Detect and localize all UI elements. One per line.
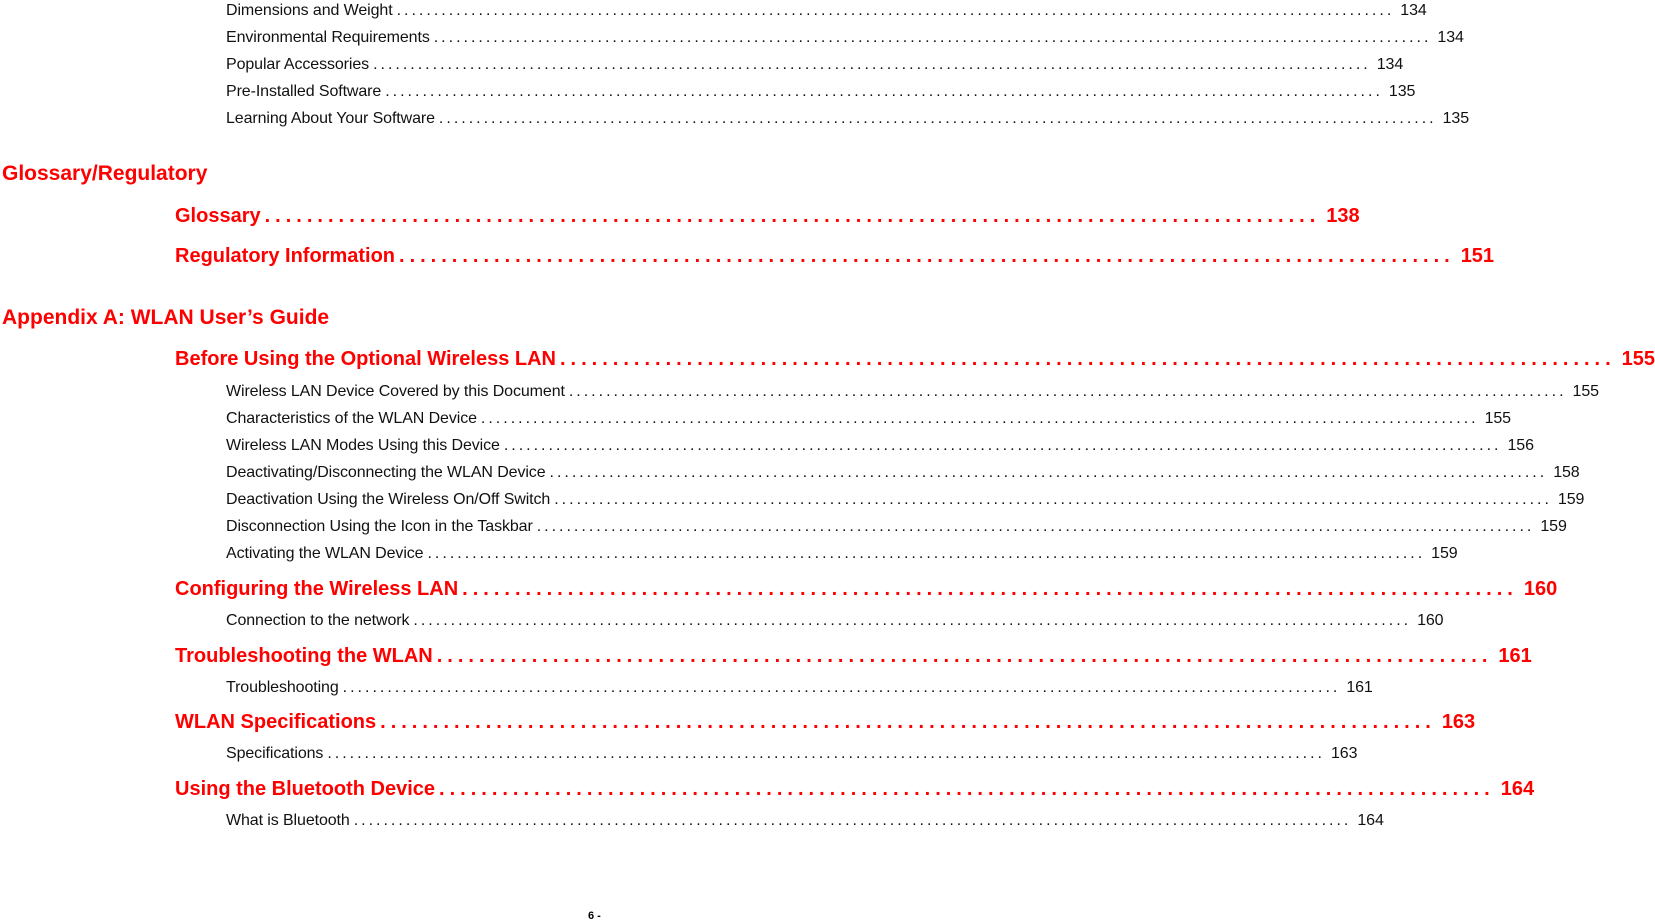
toc-chapter-title: Troubleshooting the WLAN [175, 645, 433, 667]
toc-chapter[interactable] [175, 205, 1360, 228]
toc-entry-page: 155 [1572, 383, 1599, 400]
leader-dots: ...................................................................................................................................... [373, 56, 1371, 73]
toc-entry-page: 155 [1484, 410, 1511, 427]
toc-chapter[interactable] [175, 245, 1495, 268]
toc-entry-title: Dimensions and Weight [226, 2, 393, 19]
toc-entry[interactable] [226, 56, 1404, 74]
leader-dots: ...................................................................................................................................... [433, 29, 1432, 46]
toc-chapter-title: Before Using the Optional Wireless LAN [175, 348, 556, 370]
toc-entry[interactable] [226, 110, 1469, 128]
toc-entry-title: Environmental Requirements [226, 29, 430, 46]
toc-entry-page: 158 [1553, 464, 1580, 481]
leader-dots: .................................................................................................... [436, 645, 1493, 667]
leader-dots: ...................................................................................................................................... [480, 410, 1479, 427]
toc-entry-title: Troubleshooting [226, 679, 339, 696]
leader-dots: ...................................................................................................................................... [554, 491, 1552, 508]
toc-entry-page: 135 [1442, 110, 1469, 127]
leader-dots: ...................................................................................................................................... [385, 83, 1383, 100]
toc-entry-page: 156 [1507, 437, 1534, 454]
toc-chapter[interactable] [175, 348, 1655, 371]
leader-dots: .................................................................................................... [462, 578, 1518, 600]
toc-entry[interactable] [226, 491, 1585, 509]
toc-entry[interactable] [226, 437, 1534, 455]
toc-entry-title: Specifications [226, 745, 324, 762]
leader-dots: ...................................................................................................................................... [549, 464, 1548, 481]
toc-entry-title: Activating the WLAN Device [226, 545, 424, 562]
leader-dots: ...................................................................................................................................... [353, 812, 1352, 829]
toc-entry-title: Pre-Installed Software [226, 83, 382, 100]
section-heading-glossary: Glossary/Regulatory [2, 162, 208, 185]
toc-entry-title: Deactivating/Disconnecting the WLAN Device [226, 464, 546, 481]
toc-entry-title: Learning About Your Software [226, 110, 435, 127]
toc-chapter-title: Regulatory Information [175, 245, 396, 267]
leader-dots: ...................................................................................................................................... [396, 2, 1395, 19]
toc-entry-page: 134 [1376, 56, 1404, 73]
toc-entry[interactable] [226, 383, 1599, 401]
toc-chapter[interactable] [175, 645, 1532, 668]
toc-entry-page: 159 [1557, 491, 1585, 508]
toc-chapter[interactable] [175, 711, 1476, 734]
toc-entry-page: 164 [1357, 812, 1384, 829]
toc-chapter-title: Using the Bluetooth Device [175, 778, 436, 800]
toc-entry[interactable] [226, 745, 1358, 763]
toc-entry[interactable] [226, 2, 1427, 20]
toc-chapter-page: 155 [1621, 348, 1655, 370]
toc-entry-page: 135 [1388, 83, 1416, 100]
toc-entry[interactable] [226, 545, 1458, 563]
toc-entry-page: 159 [1431, 545, 1458, 562]
toc-chapter-title: Configuring the Wireless LAN [175, 578, 459, 600]
toc-entry-title: What is Bluetooth [226, 812, 350, 829]
leader-dots: ...................................................................................................................................... [342, 679, 1341, 696]
leader-dots: .................................................................................................... [264, 205, 1321, 227]
toc-chapter[interactable] [175, 578, 1558, 601]
toc-entry[interactable] [226, 410, 1511, 428]
leader-dots: ...................................................................................................................................... [536, 518, 1535, 535]
section-heading-appendix: Appendix A: WLAN User’s Guide [2, 306, 330, 329]
leader-dots: .................................................................................................... [380, 711, 1436, 733]
toc-entry[interactable] [226, 83, 1416, 101]
toc-entry-page: 163 [1331, 745, 1358, 762]
page-number: 6 - [588, 910, 601, 922]
toc-entry-title: Wireless LAN Modes Using this Device [226, 437, 500, 454]
leader-dots: ...................................................................................................................................... [568, 383, 1567, 400]
toc-entry-title: Deactivation Using the Wireless On/Off Switch [226, 491, 551, 508]
toc-entry[interactable] [226, 29, 1464, 47]
toc-chapter-page: 138 [1326, 205, 1360, 227]
toc-entry-title: Connection to the network [226, 612, 410, 629]
leader-dots: ...................................................................................................................................... [413, 612, 1412, 629]
toc-chapter-page: 163 [1441, 711, 1476, 733]
leader-dots: ...................................................................................................................................... [503, 437, 1502, 454]
leader-dots: .................................................................................................... [560, 348, 1616, 370]
toc-entry-title: Wireless LAN Device Covered by this Document [226, 383, 565, 400]
toc-entry-title: Characteristics of the WLAN Device [226, 410, 477, 427]
leader-dots: .................................................................................................... [399, 245, 1455, 267]
leader-dots: ...................................................................................................................................... [327, 745, 1325, 762]
toc-chapter-title: WLAN Specifications [175, 711, 377, 733]
leader-dots: .................................................................................................... [439, 778, 1495, 800]
toc-entry-title: Disconnection Using the Icon in the Taskbar [226, 518, 533, 535]
leader-dots: ...................................................................................................................................... [438, 110, 1437, 127]
toc-chapter-page: 161 [1498, 645, 1532, 667]
toc-chapter[interactable] [175, 778, 1535, 801]
toc-entry-page: 134 [1437, 29, 1464, 46]
toc-chapter-page: 164 [1500, 778, 1535, 800]
toc-entry-page: 134 [1400, 2, 1427, 19]
toc-entry-title: Popular Accessories [226, 56, 370, 73]
toc-entry-page: 160 [1417, 612, 1444, 629]
toc-entry[interactable] [226, 464, 1580, 482]
toc-entry[interactable] [226, 518, 1567, 536]
toc-entry[interactable] [226, 612, 1444, 630]
toc-chapter-title: Glossary [175, 205, 261, 227]
leader-dots: ...................................................................................................................................... [427, 545, 1426, 562]
toc-entry[interactable] [226, 812, 1384, 830]
toc-entry-page: 161 [1346, 679, 1373, 696]
toc-entry-page: 159 [1540, 518, 1567, 535]
toc-entry[interactable] [226, 679, 1373, 697]
toc-chapter-page: 160 [1523, 578, 1558, 600]
toc-chapter-page: 151 [1460, 245, 1495, 267]
